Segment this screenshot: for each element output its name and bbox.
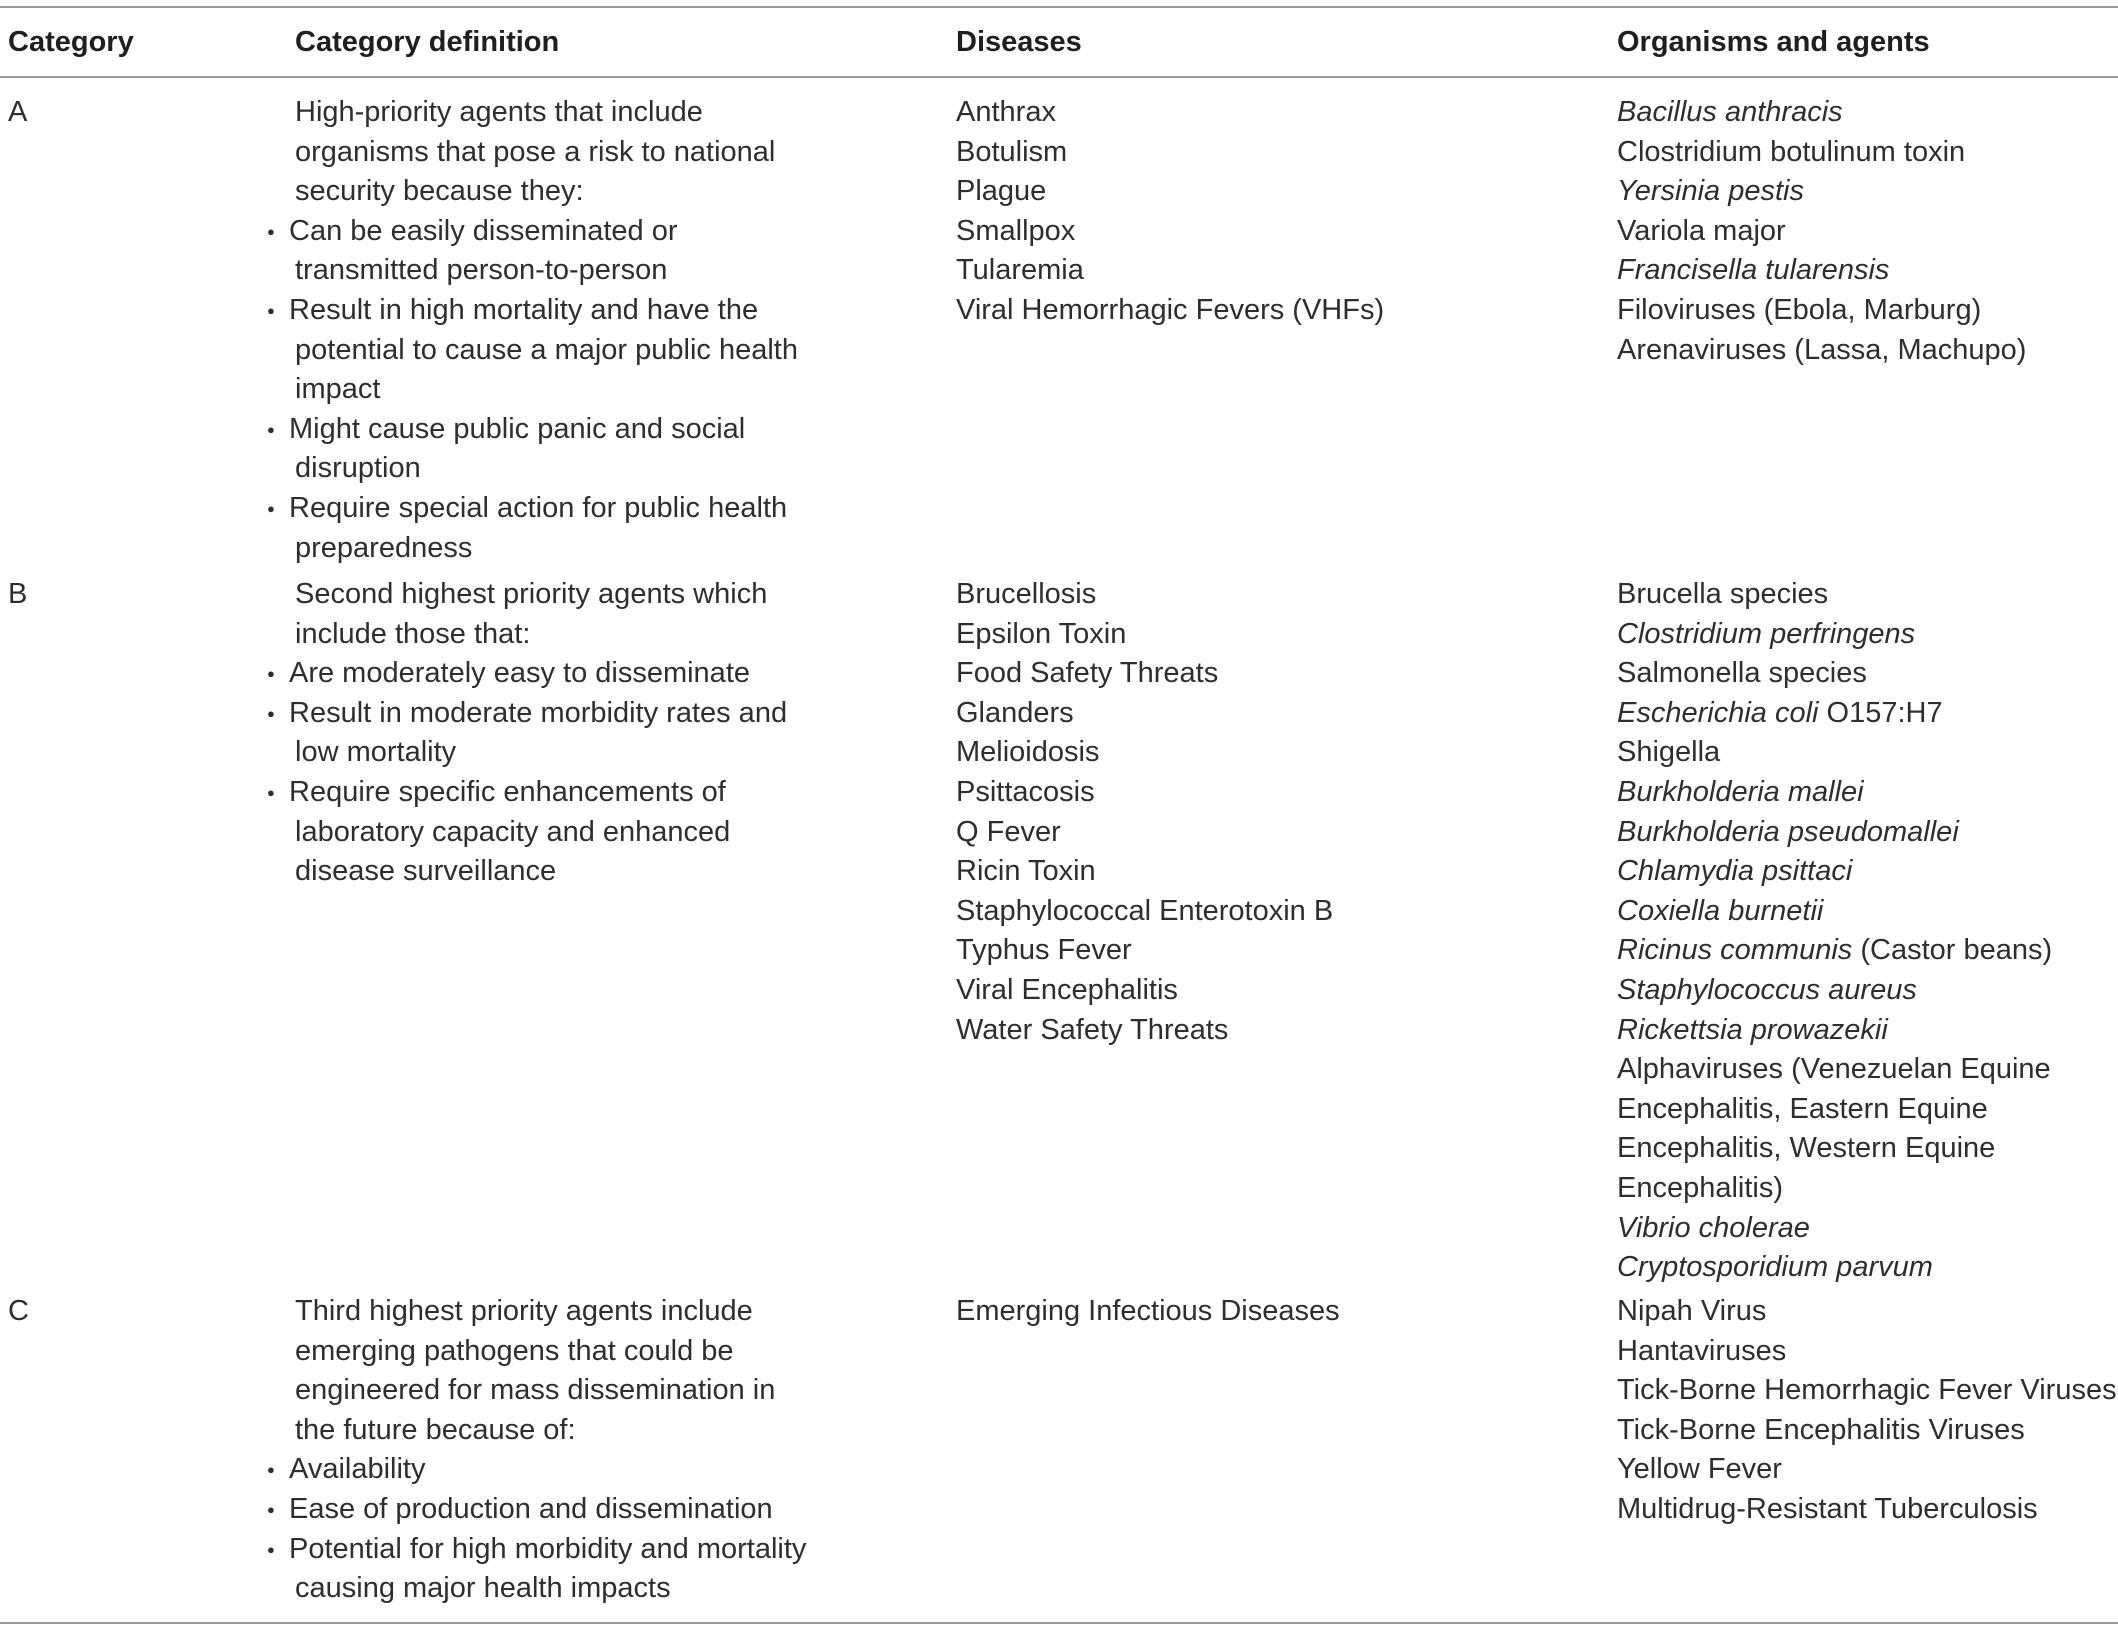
definition-bullet-line: disruption bbox=[295, 452, 421, 485]
organism-item bbox=[1617, 1332, 2117, 1372]
definition-bullet-line bbox=[267, 410, 798, 450]
organism-item bbox=[1617, 1129, 2052, 1169]
organism-item bbox=[1617, 1011, 2052, 1051]
category-definition-cell bbox=[267, 93, 798, 568]
organism-name: (Castor beans) bbox=[1852, 934, 2053, 967]
organism-name-italic: Clostridium perfringens bbox=[1617, 617, 1916, 650]
diseases-cell bbox=[956, 93, 1384, 331]
organism-name: Shigella bbox=[1617, 736, 1721, 769]
organism-item bbox=[1617, 291, 2026, 331]
organism-name-italic: Burkholderia mallei bbox=[1617, 775, 1864, 808]
definition-intro-line: security because they: bbox=[295, 175, 584, 208]
disease-item: Staphylococcal Enterotoxin B bbox=[956, 894, 1334, 927]
definition-bullet-line bbox=[267, 694, 788, 734]
bullet-text: Ease of production and dissemination bbox=[289, 1492, 773, 1525]
category-cell: C bbox=[8, 1295, 29, 1327]
organism-item bbox=[1617, 1292, 2117, 1332]
definition-bullet-line bbox=[267, 489, 798, 529]
organism-name-italic: Staphylococcus aureus bbox=[1617, 973, 1917, 1006]
organism-name: O157:H7 bbox=[1818, 696, 1943, 729]
disease-item: Melioidosis bbox=[956, 736, 1100, 769]
category-cell: A bbox=[8, 96, 28, 128]
disease-item: Viral Encephalitis bbox=[956, 973, 1178, 1006]
organism-item bbox=[1617, 773, 2052, 813]
bullet-text: Require specific enhancements of bbox=[289, 775, 726, 808]
table-top-rule bbox=[0, 6, 2118, 8]
table-bottom-rule bbox=[0, 1622, 2118, 1624]
definition-bullet-line bbox=[267, 654, 787, 694]
organism-item bbox=[1617, 1450, 2117, 1490]
definition-bullet-line: impact bbox=[295, 373, 381, 406]
organism-item bbox=[1617, 971, 2052, 1011]
organism-name: Yellow Fever bbox=[1617, 1453, 1782, 1486]
definition-bullet-line: preparedness bbox=[295, 531, 473, 564]
organism-item bbox=[1617, 172, 2026, 212]
organism-name: Encephalitis) bbox=[1617, 1171, 1784, 1204]
bullet-dot-icon: ● bbox=[267, 1501, 275, 1517]
definition-bullet-line bbox=[267, 1490, 806, 1530]
definition-bullet-line bbox=[267, 1530, 807, 1570]
disease-item: Ricin Toxin bbox=[956, 855, 1096, 888]
organism-item bbox=[1617, 813, 2052, 853]
organism-item bbox=[1617, 1090, 2052, 1130]
disease-item: Anthrax bbox=[956, 96, 1056, 128]
organism-name-italic: Escherichia coli bbox=[1617, 696, 1819, 729]
disease-item: Food Safety Threats bbox=[956, 657, 1219, 690]
bullet-text: Result in moderate morbidity rates and bbox=[289, 696, 788, 729]
disease-item: Typhus Fever bbox=[956, 934, 1132, 967]
organism-item bbox=[1617, 1050, 2052, 1090]
header-diseases: Diseases bbox=[956, 26, 1082, 58]
organism-item bbox=[1617, 1209, 2052, 1249]
bullet-dot-icon: ● bbox=[267, 1462, 275, 1478]
definition-intro-line: include those that: bbox=[295, 617, 531, 650]
organism-item bbox=[1617, 694, 2052, 734]
diseases-cell bbox=[956, 575, 1333, 1050]
definition-bullet-line bbox=[267, 773, 787, 813]
bullet-dot-icon: ● bbox=[267, 666, 275, 682]
disease-item: Brucellosis bbox=[956, 578, 1097, 610]
bullet-text: Are moderately easy to disseminate bbox=[289, 657, 750, 690]
bullet-text: Can be easily disseminated or bbox=[289, 214, 678, 247]
bullet-text: Require special action for public health bbox=[289, 491, 788, 524]
organism-name: Filoviruses (Ebola, Marburg) bbox=[1617, 293, 1982, 326]
category-definition-cell bbox=[267, 1292, 807, 1609]
definition-intro-line: Third highest priority agents include bbox=[295, 1295, 753, 1327]
bullet-text: Result in high mortality and have the bbox=[289, 293, 759, 326]
disease-item: Emerging Infectious Diseases bbox=[956, 1295, 1340, 1327]
organism-item bbox=[1617, 852, 2052, 892]
organism-name-italic: Vibrio cholerae bbox=[1617, 1211, 1810, 1244]
diseases-cell bbox=[956, 1292, 1340, 1332]
organisms-cell bbox=[1617, 575, 2052, 1288]
organism-item bbox=[1617, 212, 2026, 252]
organism-item bbox=[1617, 654, 2052, 694]
organism-item bbox=[1617, 93, 2026, 133]
definition-bullet-line: laboratory capacity and enhanced bbox=[295, 815, 731, 848]
organism-name: Salmonella species bbox=[1617, 657, 1867, 690]
definition-intro-line: High-priority agents that include bbox=[295, 96, 703, 128]
definition-bullet-line: transmitted person-to-person bbox=[295, 254, 668, 287]
disease-item: Tularemia bbox=[956, 254, 1084, 287]
organism-name-italic: Bacillus anthracis bbox=[1617, 96, 1843, 128]
organism-name: Variola major bbox=[1617, 214, 1786, 247]
disease-item: Botulism bbox=[956, 135, 1068, 168]
header-organisms-and-agents: Organisms and agents bbox=[1617, 26, 1930, 58]
header-category: Category bbox=[8, 26, 134, 58]
definition-bullet-line: disease surveillance bbox=[295, 855, 557, 888]
organism-item bbox=[1617, 615, 2052, 655]
disease-item: Q Fever bbox=[956, 815, 1061, 848]
bullet-dot-icon: ● bbox=[267, 705, 275, 721]
organism-item bbox=[1617, 1411, 2117, 1451]
definition-intro-line: emerging pathogens that could be bbox=[295, 1334, 734, 1367]
bullet-text: Potential for high morbidity and mortality bbox=[289, 1532, 807, 1565]
disease-item: Epsilon Toxin bbox=[956, 617, 1127, 650]
organism-name: Nipah Virus bbox=[1617, 1295, 1767, 1327]
disease-item: Glanders bbox=[956, 696, 1074, 729]
category-definition-cell bbox=[267, 575, 788, 892]
organism-item bbox=[1617, 133, 2026, 173]
organism-name-italic: Yersinia pestis bbox=[1617, 175, 1804, 208]
definition-bullet-line bbox=[267, 291, 798, 331]
bullet-text: Availability bbox=[289, 1453, 426, 1486]
organism-item bbox=[1617, 892, 2052, 932]
organism-name-italic: Burkholderia pseudomallei bbox=[1617, 815, 1959, 848]
organism-name: Tick-Borne Hemorrhagic Fever Viruses bbox=[1617, 1374, 2117, 1407]
definition-intro-line: Second highest priority agents which bbox=[295, 578, 768, 610]
organisms-cell bbox=[1617, 93, 2026, 370]
organism-name: Arenaviruses (Lassa, Machupo) bbox=[1617, 333, 2027, 366]
organism-item bbox=[1617, 733, 2052, 773]
organism-item bbox=[1617, 931, 2052, 971]
organism-name-italic: Francisella tularensis bbox=[1617, 254, 1890, 287]
bullet-dot-icon: ● bbox=[267, 302, 275, 318]
organism-name: Multidrug-Resistant Tuberculosis bbox=[1617, 1492, 2038, 1525]
organism-item bbox=[1617, 575, 2052, 615]
bullet-dot-icon: ● bbox=[267, 421, 275, 437]
organism-name: Encephalitis, Western Equine bbox=[1617, 1132, 1996, 1165]
definition-bullet-line: low mortality bbox=[295, 736, 457, 769]
organism-name: Alphaviruses (Venezuelan Equine bbox=[1617, 1053, 2051, 1086]
organism-name-italic: Chlamydia psittaci bbox=[1617, 855, 1853, 888]
table-header-rule bbox=[0, 76, 2118, 78]
bullet-dot-icon: ● bbox=[267, 500, 275, 516]
organism-name-italic: Cryptosporidium parvum bbox=[1617, 1251, 1933, 1284]
disease-item: Plague bbox=[956, 175, 1047, 208]
bullet-text: Might cause public panic and social bbox=[289, 412, 746, 445]
disease-item: Viral Hemorrhagic Fevers (VHFs) bbox=[956, 293, 1385, 326]
organism-item bbox=[1617, 251, 2026, 291]
bullet-dot-icon: ● bbox=[267, 223, 275, 239]
organism-name: Brucella species bbox=[1617, 578, 1829, 610]
organism-item bbox=[1617, 1248, 2052, 1288]
organism-name: Hantaviruses bbox=[1617, 1334, 1787, 1367]
organism-name-italic: Rickettsia prowazekii bbox=[1617, 1013, 1888, 1046]
organism-item bbox=[1617, 331, 2026, 371]
definition-bullet-line: causing major health impacts bbox=[295, 1572, 671, 1605]
definition-intro-line: the future because of: bbox=[295, 1413, 576, 1446]
definition-bullet-line bbox=[267, 212, 798, 252]
organism-item bbox=[1617, 1169, 2052, 1209]
definition-intro-line: organisms that pose a risk to national bbox=[295, 135, 776, 168]
organism-name-italic: Ricinus communis bbox=[1617, 934, 1853, 967]
definition-intro-line: engineered for mass dissemination in bbox=[295, 1374, 776, 1407]
organism-item bbox=[1617, 1371, 2117, 1411]
bullet-dot-icon: ● bbox=[267, 784, 275, 800]
organism-name: Clostridium botulinum toxin bbox=[1617, 135, 1966, 168]
header-category-definition: Category definition bbox=[295, 26, 560, 58]
disease-item: Smallpox bbox=[956, 214, 1076, 247]
organism-name-italic: Coxiella burnetii bbox=[1617, 894, 1824, 927]
organism-name: Tick-Borne Encephalitis Viruses bbox=[1617, 1413, 2025, 1446]
organism-item bbox=[1617, 1490, 2117, 1530]
organism-name: Encephalitis, Eastern Equine bbox=[1617, 1092, 1988, 1125]
definition-bullet-line bbox=[267, 1450, 806, 1490]
category-cell: B bbox=[8, 578, 28, 610]
bullet-dot-icon: ● bbox=[267, 1541, 275, 1557]
disease-item: Water Safety Threats bbox=[956, 1013, 1229, 1046]
definition-bullet-line: potential to cause a major public health bbox=[295, 333, 798, 366]
disease-item: Psittacosis bbox=[956, 775, 1095, 808]
organisms-cell bbox=[1617, 1292, 2117, 1530]
